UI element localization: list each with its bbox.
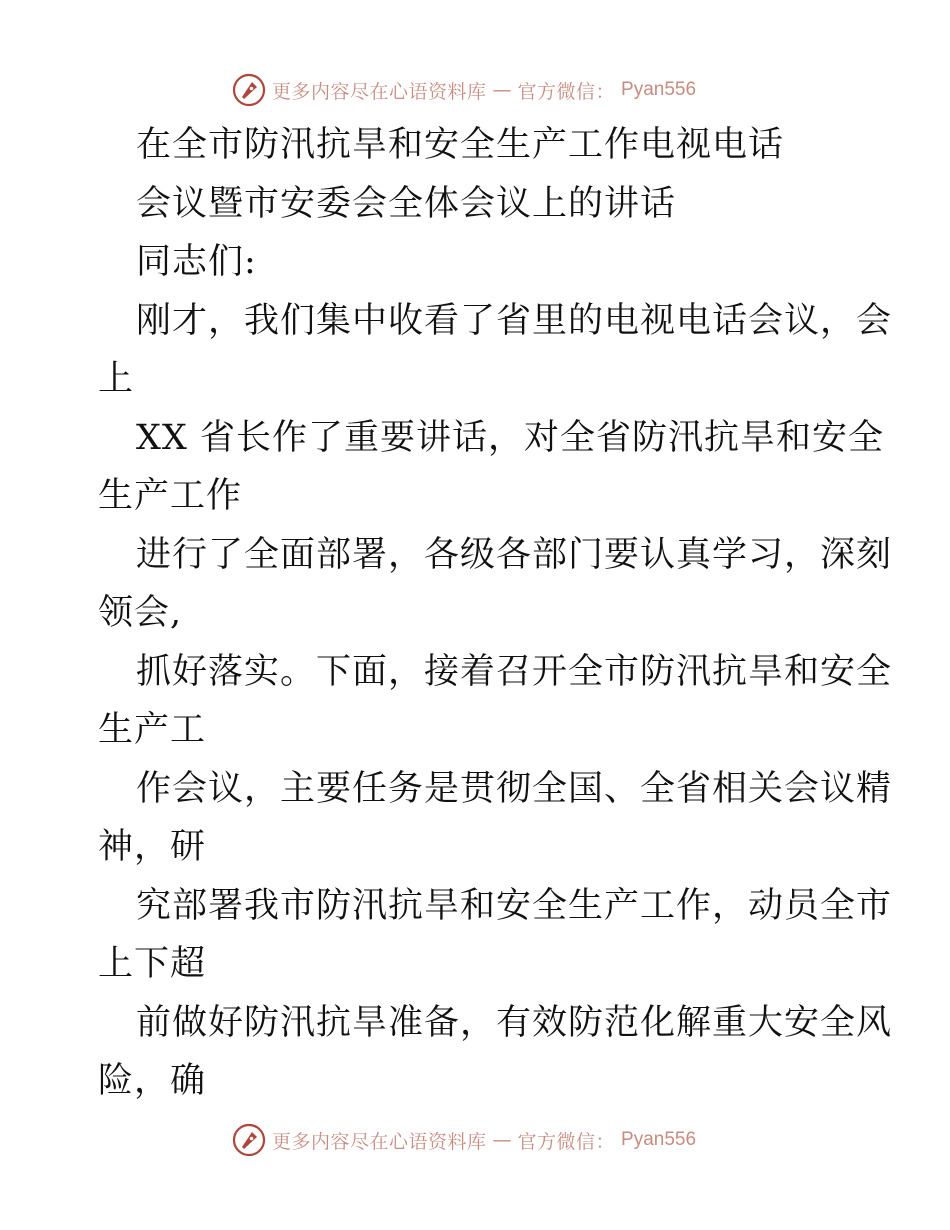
paragraph-line: 神，研: [98, 827, 207, 867]
watermark-wechat-label: 官方微信：: [517, 80, 616, 103]
watermark-text: 更多内容尽在心语资料库: [272, 80, 487, 103]
title-line-2: 会议暨市安委会全体会议上的讲话: [136, 183, 677, 224]
paragraph-line: 作会议，主要任务是贯彻全国、全省相关会议精: [136, 768, 893, 809]
document-body: [98, 116, 893, 1111]
paragraph-line: 进行了全面部署，各级各部门要认真学习，深刻: [136, 534, 893, 575]
paragraph-line: 抓好落实。下面，接着召开全市防汛抗旱和安全: [136, 651, 893, 692]
salutation: 同志们:: [136, 242, 257, 282]
watermark-separator: —: [492, 1129, 512, 1151]
paragraph-line: 上: [98, 359, 135, 399]
paragraph-line: 生产工: [98, 710, 207, 750]
paragraph-line: 前做好防汛抗旱准备，有效防范化解重大安全风: [136, 1002, 893, 1043]
watermark-wechat-id: Pyan556: [621, 79, 697, 100]
pen-nib-logo-icon: [232, 1123, 266, 1157]
watermark-text: 更多内容尽在心语资料库: [272, 1130, 487, 1153]
paragraph-line: 险，确: [98, 1061, 207, 1101]
paragraph-line: 领会,: [98, 593, 183, 633]
pen-nib-logo-icon: [232, 73, 266, 107]
paragraph-line: 刚才，我们集中收看了省里的电视电话会议，会: [136, 300, 893, 341]
paragraph-line: XX 省长作了重要讲话，对全省防汛抗旱和安全: [136, 417, 884, 458]
watermark-wechat-label: 官方微信：: [517, 1130, 616, 1153]
title-line-1: 在全市防汛抗旱和安全生产工作电视电话: [136, 125, 785, 165]
paragraph-line: 上下超: [98, 944, 207, 984]
watermark-footer: [232, 1122, 696, 1158]
paragraph-line: 生产工作: [98, 476, 243, 516]
watermark-header: [232, 72, 696, 108]
watermark-separator: —: [492, 79, 512, 101]
paragraph-line: 究部署我市防汛抗旱和安全生产工作，动员全市: [136, 885, 893, 926]
watermark-wechat-id: Pyan556: [621, 1129, 697, 1150]
